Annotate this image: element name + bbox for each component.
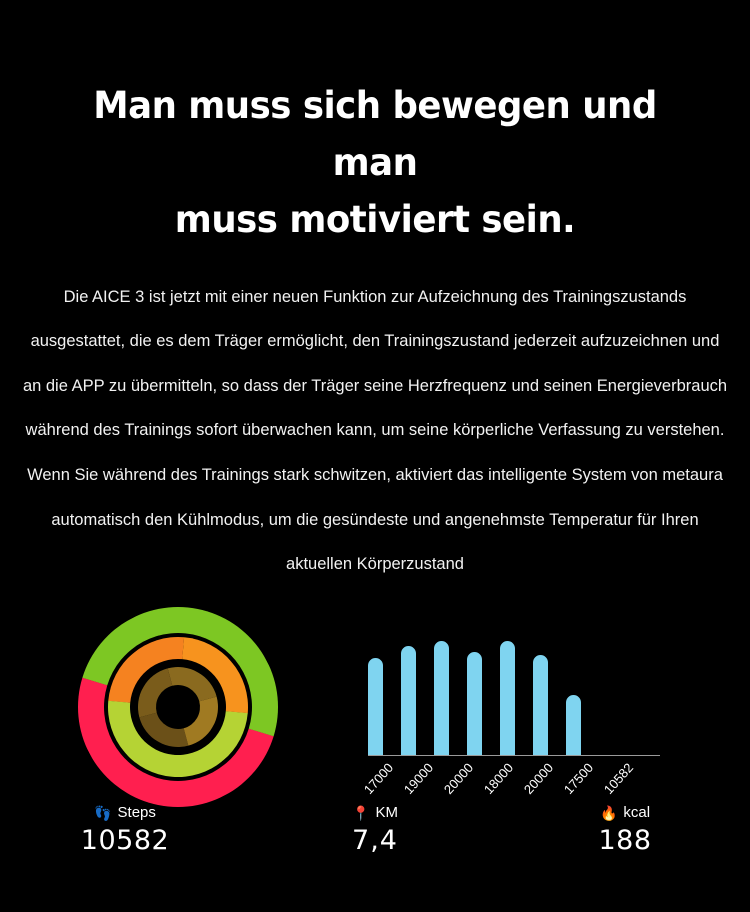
description-paragraph: Die AICE 3 ist jetzt mit einer neuen Funktion zur Aufzeichnung des Trainingszustands ausgestattet, die es dem Träger ermöglicht, den Trainingszustand jederzeit aufzuzeichnen und an die APP zu übermitteln, so dass der Träger seine Herzfrequenz und seinen Energieverbrauch während des Trainings sofort überwachen kann, um seine körperliche Verfassung zu verstehen. Wenn Sie während des Trainings stark schwitzen, aktiviert das intelligente System von metaura automatisch den Kühlmodus, um die gesündeste und angenehmste Temperatur für Ihren aktuellen Körperzustand [22, 287, 728, 574]
stat-distance [250, 803, 500, 856]
stat-steps-value: 10582 [80, 824, 170, 856]
stat-distance-label: KM [375, 804, 398, 822]
headline-line-1: Man muss sich bewegen und man [93, 83, 657, 185]
bar-item [434, 641, 449, 755]
bar-series [368, 635, 668, 755]
bar-item [368, 658, 383, 755]
stat-steps-head [0, 803, 250, 823]
x-tick-label: 18000 [480, 760, 517, 798]
stats-row [0, 803, 750, 856]
footprints-icon: 👣 [94, 804, 112, 821]
stat-calories-value: 188 [598, 824, 652, 856]
flame-icon: 🔥 [599, 804, 618, 821]
bar-item [566, 695, 581, 755]
stat-distance-head [250, 803, 500, 823]
stat-steps [0, 803, 250, 856]
stat-calories-head [500, 803, 750, 823]
x-axis-tick-labels [360, 755, 678, 803]
bar-item [500, 641, 515, 755]
stat-distance-value: 7,4 [352, 824, 398, 856]
x-tick-label: 17000 [360, 760, 397, 798]
ring-center-hole [158, 687, 198, 727]
page-title [0, 25, 750, 249]
weekly-steps-bar-chart [360, 613, 678, 803]
x-tick-label: 20000 [440, 760, 477, 798]
x-tick-label: 17500 [560, 760, 597, 798]
headline-line-2: muss motiviert sein. [174, 198, 576, 242]
x-tick-label: 10582 [600, 760, 637, 798]
x-tick-label: 20000 [520, 760, 557, 798]
charts-section [0, 603, 750, 813]
activity-rings-chart [70, 607, 286, 807]
promo-page [0, 25, 750, 912]
x-tick-label: 19000 [400, 760, 437, 798]
stat-calories-label: kcal [623, 804, 651, 822]
stat-calories [500, 803, 750, 856]
location-pin-icon: 📍 [352, 804, 370, 821]
stat-steps-label: Steps [117, 804, 156, 822]
bar-item [467, 652, 482, 755]
bar-item [401, 646, 416, 755]
bar-item [533, 655, 548, 755]
